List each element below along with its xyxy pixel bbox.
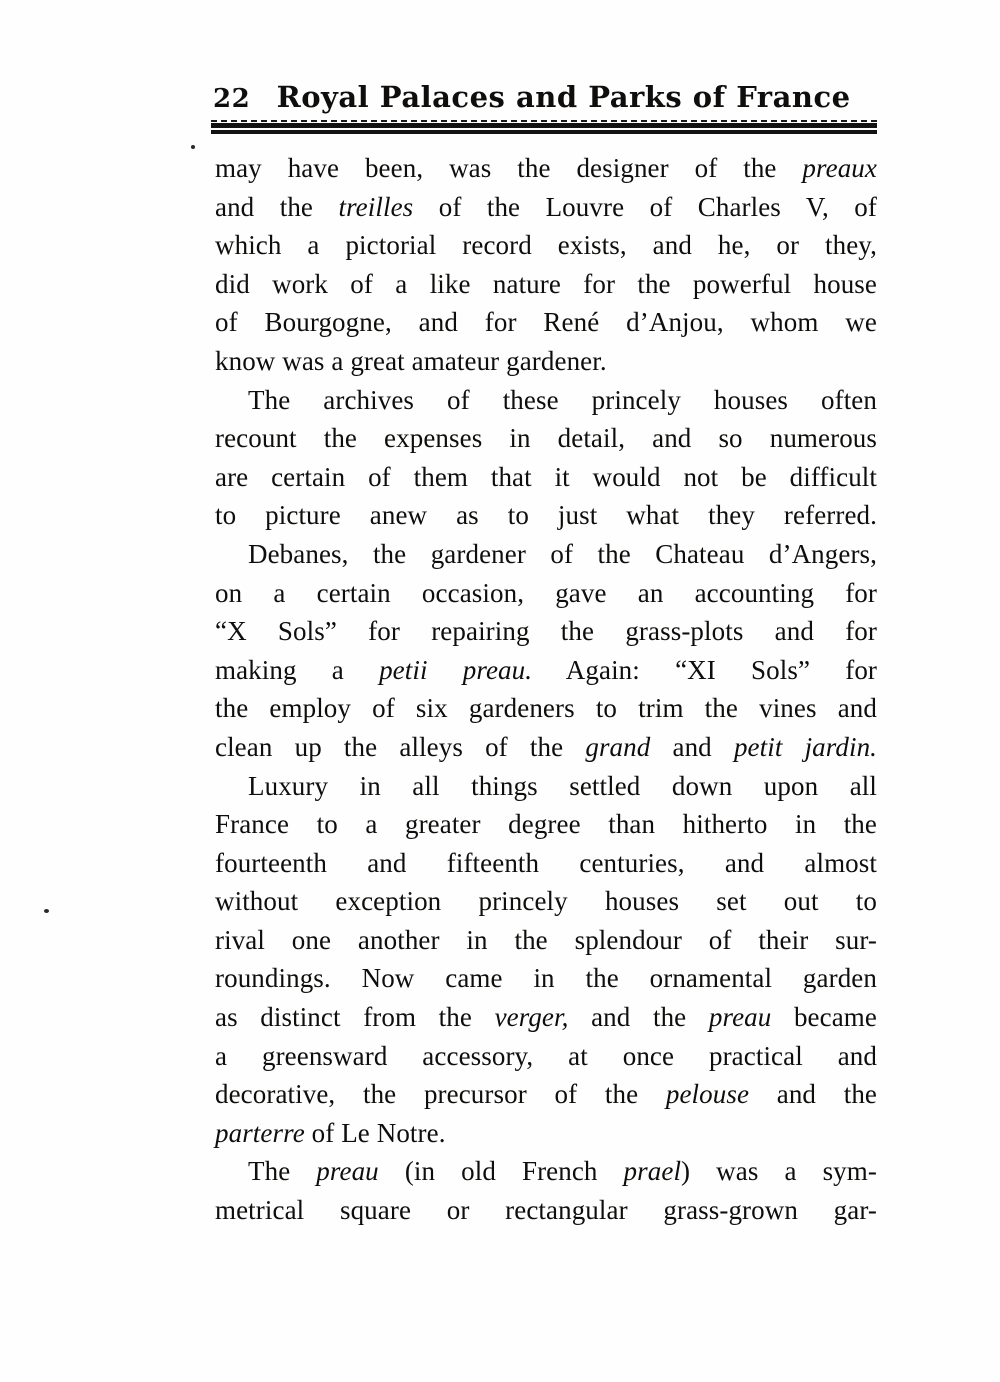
scan-speck xyxy=(191,145,195,149)
italic-text: preau xyxy=(708,1002,772,1033)
italic-text: petit jardin. xyxy=(733,731,878,762)
italic-text: grand xyxy=(585,731,651,762)
rule-rough-edge xyxy=(211,120,877,122)
plain-text: Luxury in all things settled down upon all xyxy=(248,770,877,801)
text-line xyxy=(215,959,877,998)
plain-text: metrical square or rectangular grass-grown gar- xyxy=(215,1195,877,1226)
plain-text: which a pictorial record exists, and he, or they, xyxy=(215,230,877,261)
italic-text: prael xyxy=(623,1156,682,1187)
plain-text: became xyxy=(771,1002,877,1033)
plain-text: as distinct from the xyxy=(215,1002,495,1033)
plain-text: France to a greater degree than hitherto in the xyxy=(215,809,877,840)
plain-text: The archives of these princely houses often xyxy=(248,384,877,415)
italic-text: petii preau. xyxy=(379,654,533,685)
rule-bar-bottom xyxy=(211,130,877,134)
paragraph xyxy=(215,149,877,381)
text-line xyxy=(215,342,877,381)
text-line xyxy=(215,651,877,690)
plain-text: recount the expenses in detail, and so numerous xyxy=(215,423,877,454)
text-line xyxy=(215,612,877,651)
plain-text: The xyxy=(248,1156,317,1187)
text-line xyxy=(215,188,877,227)
plain-text: fourteenth and fifteenth centuries, and almost xyxy=(215,847,877,878)
text-line xyxy=(215,496,877,535)
text-line xyxy=(215,882,877,921)
plain-text: are certain of them that it would not be difficult xyxy=(215,461,877,492)
text-line xyxy=(215,1037,877,1076)
italic-text: pelouse xyxy=(665,1079,750,1110)
plain-text: rival one another in the splendour of their sur- xyxy=(215,924,877,955)
plain-text: and the xyxy=(215,191,339,222)
italic-text: parterre xyxy=(215,1117,305,1148)
italic-text: treilles xyxy=(338,191,414,222)
text-line xyxy=(215,805,877,844)
plain-text: of Bourgogne, and for René d’Anjou, whom we xyxy=(215,307,877,338)
plain-text: to picture anew as to just what they referred. xyxy=(215,500,877,531)
scan-speck xyxy=(44,909,49,913)
text-line xyxy=(215,767,877,806)
text-line xyxy=(215,303,877,342)
text-line xyxy=(215,149,877,188)
text-line xyxy=(215,265,877,304)
plain-text: Debanes, the gardener of the Chateau d’Angers, xyxy=(248,538,877,569)
italic-text: preaux xyxy=(802,153,877,183)
plain-text: (in old French xyxy=(378,1156,624,1187)
text-line xyxy=(215,998,877,1037)
plain-text: on a certain occasion, gave an accounting for xyxy=(215,577,877,608)
running-head xyxy=(213,80,877,114)
paragraph xyxy=(215,1152,877,1229)
paragraph xyxy=(215,535,877,767)
plain-text: and the xyxy=(568,1002,709,1033)
paragraph xyxy=(215,767,877,1153)
plain-text: “X Sols” for repairing the grass-plots and for xyxy=(215,616,877,647)
text-line xyxy=(215,1114,877,1153)
text-line xyxy=(215,458,877,497)
plain-text: ) was a sym- xyxy=(681,1156,877,1187)
text-line xyxy=(215,728,877,767)
plain-text: of Le Notre. xyxy=(304,1117,446,1148)
plain-text: Again: “XI Sols” for xyxy=(532,654,878,685)
text-line xyxy=(215,844,877,883)
header-double-rule xyxy=(211,120,877,136)
plain-text: roundings. Now came in the ornamental garden xyxy=(215,963,877,994)
text-line xyxy=(215,381,877,420)
plain-text: may have been, was the designer of the xyxy=(215,153,803,183)
plain-text: decorative, the precursor of the xyxy=(215,1079,666,1110)
plain-text: and xyxy=(650,731,734,762)
plain-text: making a xyxy=(215,654,380,685)
text-line xyxy=(215,1152,877,1191)
plain-text: did work of a like nature for the powerful house xyxy=(215,268,877,299)
paragraph xyxy=(215,381,877,535)
italic-text: verger, xyxy=(494,1002,569,1033)
text-line xyxy=(215,226,877,265)
plain-text: and the xyxy=(749,1079,877,1110)
plain-text: know was a great amateur gardener. xyxy=(215,345,607,376)
plain-text: of the Louvre of Charles V, of xyxy=(413,191,877,222)
text-line xyxy=(215,689,877,728)
plain-text: a greensward accessory, at once practical and xyxy=(215,1040,877,1071)
plain-text: the employ of six gardeners to trim the vines and xyxy=(215,693,877,724)
text-line xyxy=(215,1075,877,1114)
plain-text: without exception princely houses set out to xyxy=(215,886,877,917)
text-line xyxy=(215,574,877,613)
page-number: 22 xyxy=(213,84,251,114)
plain-text: clean up the alleys of the xyxy=(215,731,586,762)
italic-text: preau xyxy=(316,1156,379,1187)
text-line xyxy=(215,921,877,960)
text-line xyxy=(215,1191,877,1230)
text-line xyxy=(215,419,877,458)
body-text xyxy=(215,149,877,1230)
header-title: Royal Palaces and Parks of France xyxy=(276,80,851,114)
text-line xyxy=(215,535,877,574)
